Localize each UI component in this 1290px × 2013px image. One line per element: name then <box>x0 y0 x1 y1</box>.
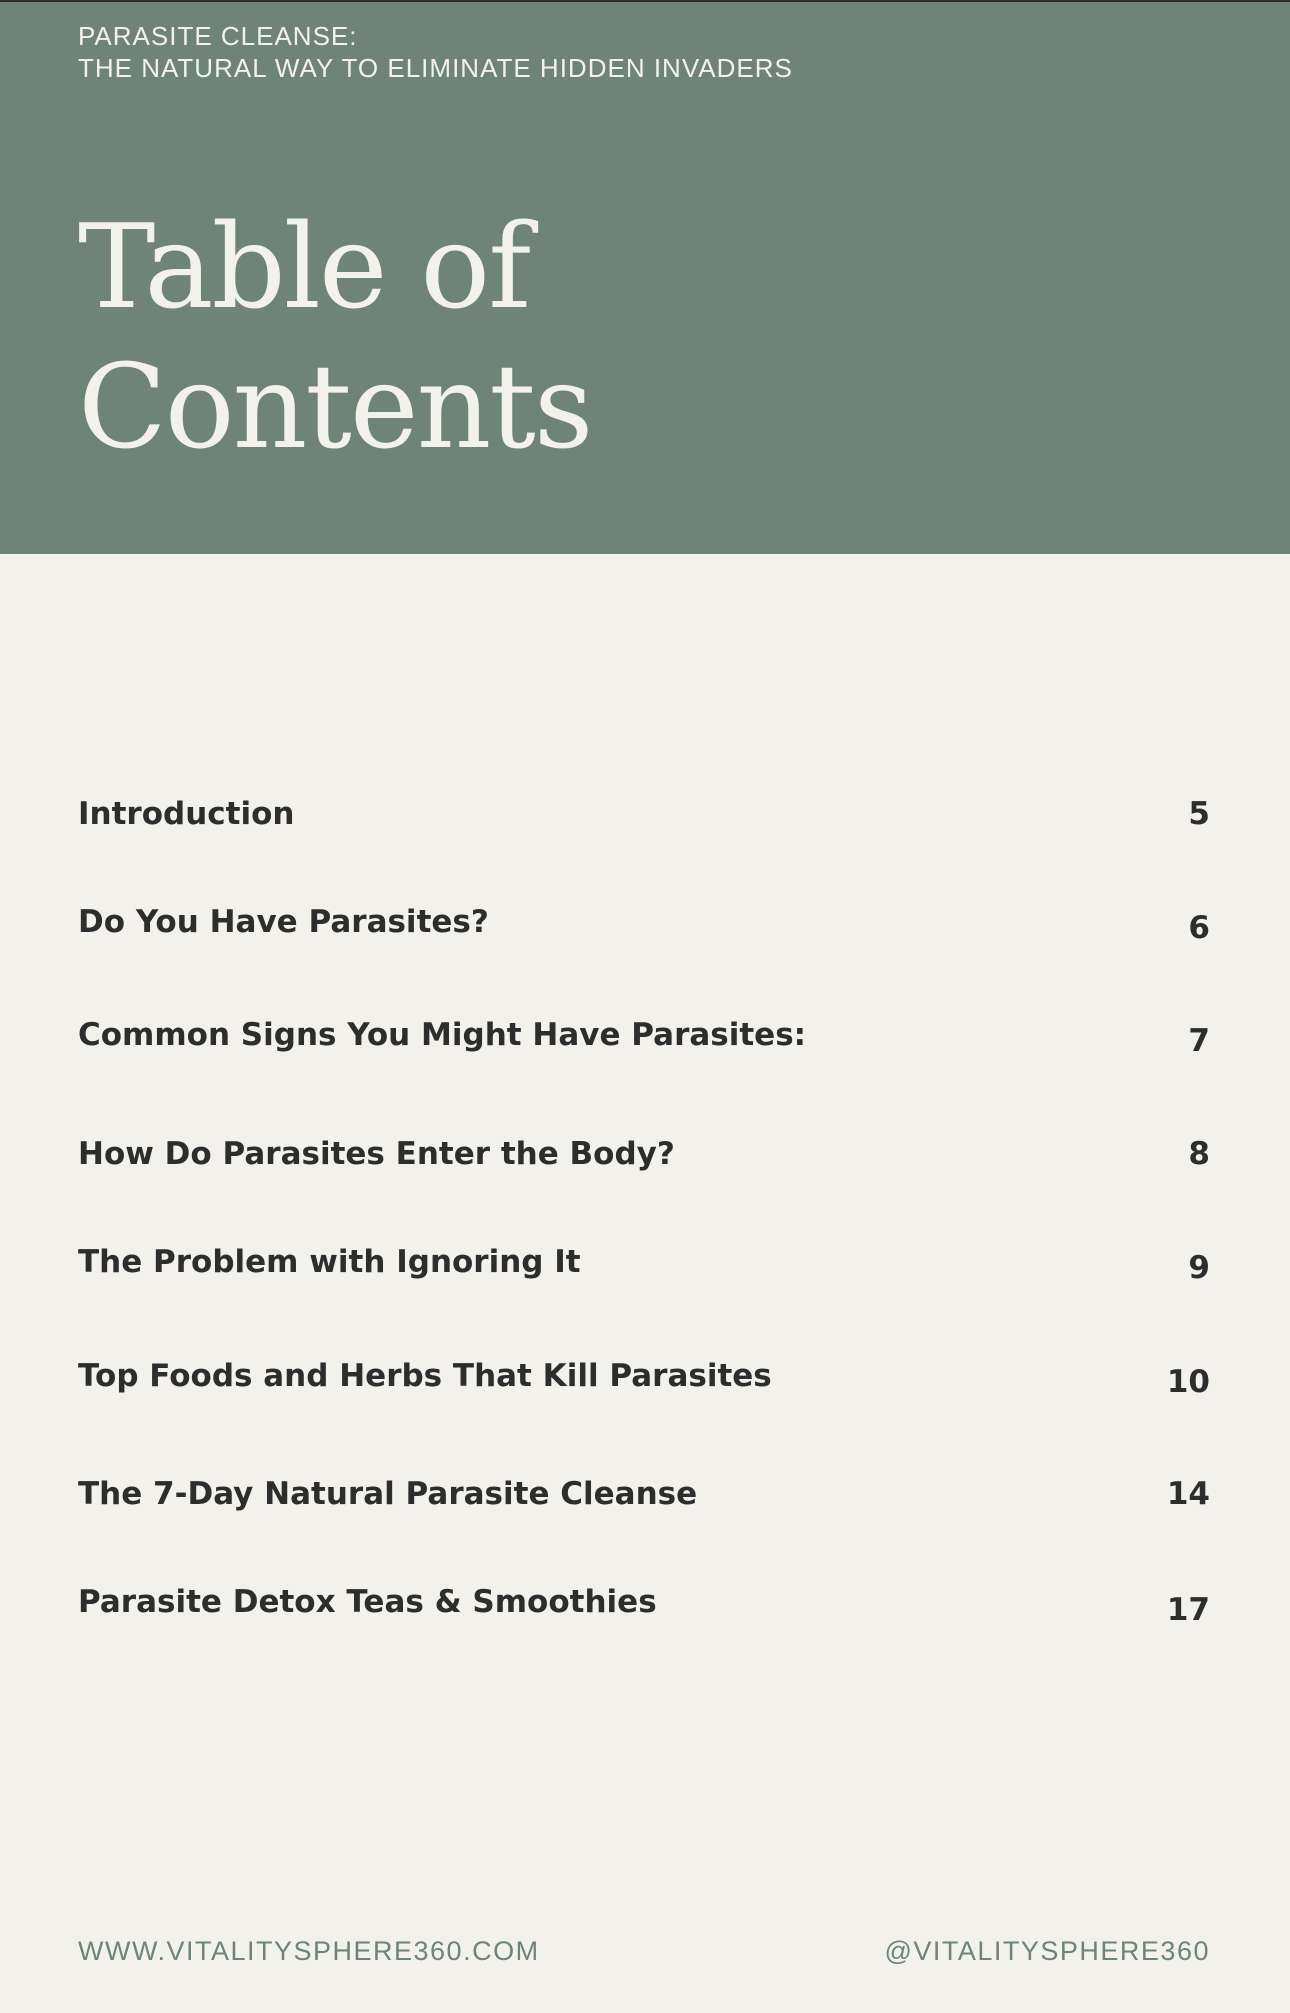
document-subtitle <box>78 20 793 84</box>
toc-entry-page: 6 <box>1188 910 1210 946</box>
toc-entry[interactable] <box>78 1136 1210 1196</box>
toc-entry-title: Introduction <box>78 796 295 832</box>
toc-entry-page: 17 <box>1166 1592 1210 1628</box>
footer-social-handle[interactable]: @VITALITYSPHERE360 <box>884 1936 1210 1966</box>
toc-entry-title: Top Foods and Herbs That Kill Parasites <box>78 1358 772 1394</box>
toc-entry-title: The Problem with Ignoring It <box>78 1244 581 1280</box>
toc-entry[interactable] <box>78 796 1210 856</box>
toc-entry-title: Parasite Detox Teas & Smoothies <box>78 1584 657 1620</box>
title-line-1: Table of <box>78 200 530 335</box>
toc-entry-page: 5 <box>1188 796 1210 832</box>
title-line-2: Contents <box>78 340 592 475</box>
footer-website-link[interactable]: WWW.VITALITYSPHERE360.COM <box>78 1936 540 1966</box>
toc-entry[interactable] <box>78 1017 1210 1077</box>
toc-entry-title: Common Signs You Might Have Parasites: <box>78 1017 807 1053</box>
toc-entry-title: The 7-Day Natural Parasite Cleanse <box>78 1476 698 1512</box>
toc-entry-title: How Do Parasites Enter the Body? <box>78 1136 675 1172</box>
toc-entry[interactable] <box>78 1476 1210 1536</box>
toc-entry[interactable] <box>78 1244 1210 1304</box>
header-banner <box>0 0 1290 554</box>
toc-entry-page: 7 <box>1188 1023 1210 1059</box>
toc-entry-page: 14 <box>1166 1476 1210 1512</box>
page-title <box>78 198 591 478</box>
toc-entry[interactable] <box>78 904 1210 964</box>
subtitle-line-1: PARASITE CLEANSE: <box>78 21 358 51</box>
toc-entry-title: Do You Have Parasites? <box>78 904 489 940</box>
toc-entry[interactable] <box>78 1584 1210 1644</box>
subtitle-line-2: THE NATURAL WAY TO ELIMINATE HIDDEN INVADERS <box>78 53 793 83</box>
toc-entry[interactable] <box>78 1358 1210 1418</box>
toc-entry-page: 9 <box>1188 1250 1210 1286</box>
toc-entry-page: 8 <box>1188 1136 1210 1172</box>
toc-entry-page: 10 <box>1166 1364 1210 1400</box>
